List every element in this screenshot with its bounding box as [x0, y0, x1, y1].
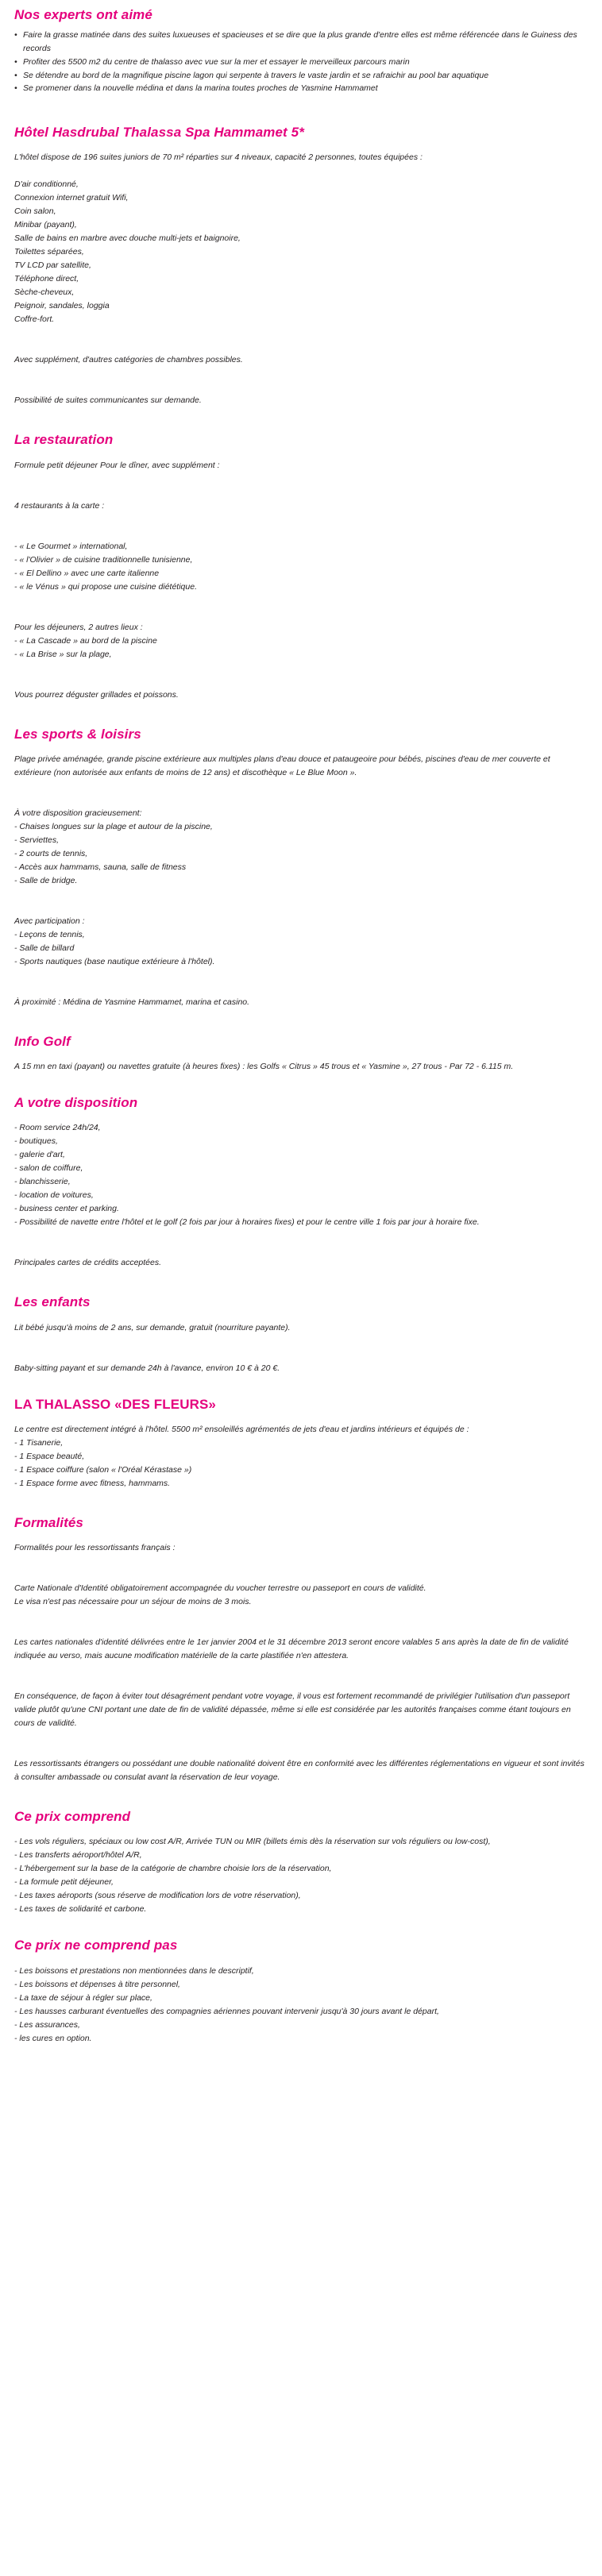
paragraph: - « Le Gourmet » international, [14, 541, 128, 551]
paragraph: - 1 Espace forme avec fitness, hammams. [14, 1478, 171, 1488]
paragraph: 4 restaurants à la carte : [14, 500, 105, 511]
paragraph: Le visa n'est pas nécessaire pour un séjour de moins de 3 mois. [14, 1597, 252, 1607]
section-thalasso [14, 1396, 588, 1490]
section-restauration [14, 431, 588, 701]
paragraph: Possibilité de suites communicantes sur demande. [14, 395, 202, 406]
paragraph [14, 1676, 588, 1690]
list-item: • Faire la grasse matinée dans des suites luxueuses et spacieuses et se dire que la plus grande d'entre elles est même référencée dans le Guiness des records [14, 29, 588, 56]
section-heading: Hôtel Hasdrubal Thalassa Spa Hammamet 5* [14, 125, 304, 141]
paragraph: - 1 Tisanerie, [14, 1437, 64, 1448]
paragraph: - Les taxes de solidarité et carbone. [14, 1904, 147, 1915]
enfants-paragraphs [14, 1321, 588, 1375]
paragraph [14, 1335, 588, 1348]
paragraph: - galerie d'art, [14, 1150, 65, 1160]
section-heading: A votre disposition [14, 1095, 138, 1111]
paragraph [14, 1229, 588, 1243]
paragraph [14, 1348, 588, 1362]
paragraph: - location de voitures, [14, 1190, 94, 1201]
paragraph [14, 607, 588, 621]
formalites-paragraphs [14, 1541, 588, 1784]
paragraph [14, 969, 588, 982]
paragraph [14, 780, 588, 793]
section-enfants [14, 1294, 588, 1375]
paragraph [14, 380, 588, 394]
paragraph: - Serviettes, [14, 835, 60, 845]
list-item: • Se promener dans la nouvelle médina et dans la marina toutes proches de Yasmine Hammamet [14, 82, 588, 95]
section-nos-experts [14, 6, 588, 95]
paragraph: - « La Brise » sur la plage, [14, 649, 112, 659]
paragraph [14, 326, 588, 340]
paragraph: - « l'Olivier » de cuisine traditionnelle tunisienne, [14, 554, 193, 565]
list-item: • Profiter des 5500 m2 du centre de thalasso avec vue sur la mer et essayer le merveilleux parcours marin [14, 56, 588, 69]
paragraph: - Sports nautiques (base nautique extérieure à l'hôtel). [14, 956, 215, 966]
paragraph: - Les boissons et dépenses à titre personnel, [14, 1979, 180, 1989]
paragraph: À proximité : Médina de Yasmine Hammamet, marina et casino. [14, 997, 250, 1007]
paragraph: Plage privée aménagée, grande piscine extérieure aux multiples plans d'eau douce et pataugeoire pour bébés, piscines d'eau de mer couverte et extérieure (non autorisée aux enfants de moins de 12 ans) et discothèque « Le Blue Moon ». [14, 754, 550, 777]
section-prix-ne-comprend-pas [14, 1937, 588, 2045]
paragraph: Coffre-fort. [14, 314, 55, 325]
paragraph: - Possibilité de navette entre l'hôtel et le golf (2 fois par jour à horaires fixes) et pour le centre ville 1 fois par jour à horaire fixe. [14, 1217, 480, 1228]
paragraph: Vous pourrez déguster grillades et poissons. [14, 689, 179, 700]
paragraph: En conséquence, de façon à éviter tout désagrément pendant votre voyage, il vous est fortement recommandé de privilégier l'utilisation d'un passeport valide plutôt qu'une CNI portant une date de fin de validité dépassée, même si elle est considérée par les autorités françaises comme étant toujours en cours de validité. [14, 1691, 571, 1729]
paragraph [14, 1568, 588, 1582]
paragraph: Principales cartes de crédits acceptées. [14, 1258, 162, 1268]
paragraph: - Les boissons et prestations non mentionnées dans le descriptif, [14, 1965, 254, 1976]
paragraph: - boutiques, [14, 1136, 58, 1147]
section-sports-loisirs [14, 726, 588, 1009]
paragraph [14, 1730, 588, 1744]
paragraph [14, 1663, 588, 1676]
paragraph [14, 513, 588, 526]
paragraph: - Chaises longues sur la plage et autour de la piscine, [14, 821, 213, 831]
paragraph: - business center et parking. [14, 1204, 119, 1214]
paragraph: Sèche-cheveux, [14, 287, 75, 298]
section-a-votre-disposition [14, 1094, 588, 1270]
section-heading: Les enfants [14, 1294, 91, 1310]
section-heading: Les sports & loisirs [14, 726, 141, 742]
disposition-paragraphs [14, 1121, 588, 1270]
paragraph: TV LCD par satellite, [14, 260, 91, 271]
paragraph [14, 1622, 588, 1636]
paragraph: À votre disposition gracieusement: [14, 808, 142, 818]
paragraph: - Les taxes aéroports (sous réserve de modification lors de votre réservation), [14, 1891, 301, 1901]
paragraph: Formule petit déjeuner Pour le dîner, avec supplément : [14, 460, 220, 470]
experts-bullet-list [14, 29, 588, 95]
paragraph [14, 367, 588, 380]
paragraph [14, 594, 588, 607]
paragraph: - Accès aux hammams, sauna, salle de fitness [14, 862, 187, 872]
paragraph: Minibar (payant), [14, 220, 77, 230]
paragraph [14, 340, 588, 353]
paragraph [14, 486, 588, 499]
prix-ne-comprend-pas-paragraphs [14, 1965, 588, 2046]
section-info-golf [14, 1033, 588, 1074]
paragraph: D'air conditionné, [14, 179, 79, 190]
paragraph: - Les assurances, [14, 2019, 80, 2030]
paragraph: - « le Vénus » qui propose une cuisine diététique. [14, 581, 197, 592]
paragraph: L'hôtel dispose de 196 suites juniors de 70 m² réparties sur 4 niveaux, capacité 2 personnes, toutes équipées : [14, 152, 423, 163]
paragraph: - La taxe de séjour à régler sur place, [14, 1992, 152, 2003]
section-heading: La restauration [14, 432, 114, 448]
paragraph: Formalités pour les ressortissants français : [14, 1543, 176, 1553]
section-heading: Formalités [14, 1514, 83, 1530]
prix-comprend-paragraphs [14, 1835, 588, 1916]
paragraph: - L'hébergement sur la base de la catégorie de chambre choisie lors de la réservation, [14, 1864, 332, 1874]
paragraph [14, 1243, 588, 1256]
paragraph: - les cures en option. [14, 2033, 92, 2043]
paragraph [14, 1609, 588, 1622]
paragraph: - Les hausses carburant éventuelles des compagnies aériennes pouvant intervenir jusqu'à 30 jours avant le départ, [14, 2006, 439, 2016]
paragraph: - 1 Espace coiffure (salon « l'Oréal Kérastase ») [14, 1464, 192, 1475]
paragraph [14, 982, 588, 996]
paragraph [14, 793, 588, 807]
paragraph: - Salle de billard [14, 943, 75, 953]
hotel-paragraphs [14, 151, 588, 407]
paragraph: Baby-sitting payant et sur demande 24h à l'avance, environ 10 € à 20 €. [14, 1363, 280, 1373]
restauration-paragraphs [14, 459, 588, 702]
paragraph: - Leçons de tennis, [14, 929, 85, 939]
paragraph [14, 472, 588, 486]
paragraph: Peignoir, sandales, loggia [14, 301, 110, 311]
paragraph [14, 164, 588, 178]
paragraph: - 2 courts de tennis, [14, 848, 88, 858]
paragraph: Avec supplément, d'autres catégories de chambres possibles. [14, 355, 243, 365]
paragraph: - salon de coiffure, [14, 1163, 83, 1174]
section-heading: Ce prix ne comprend pas [14, 1938, 178, 1953]
paragraph: - blanchisserie, [14, 1177, 71, 1187]
paragraph: Le centre est directement intégré à l'hôtel. 5500 m² ensoleillés agrémentés de jets d'eau et jardins intérieurs et équipés de : [14, 1424, 469, 1434]
section-heading: Info Golf [14, 1033, 71, 1049]
paragraph: Lit bébé jusqu'à moins de 2 ans, sur demande, gratuit (nourriture payante). [14, 1322, 291, 1332]
paragraph [14, 888, 588, 901]
paragraph [14, 661, 588, 675]
paragraph: - La formule petit déjeuner, [14, 1877, 114, 1888]
paragraph [14, 526, 588, 540]
paragraph: Les cartes nationales d'identité délivrées entre le 1er janvier 2004 et le 31 décembre 2013 seront encore valables 5 ans après la date de fin de validité indiquée au verso, mais aucune modification matérielle de la carte plastifiée n'en attestera. [14, 1637, 569, 1661]
list-item: • Se détendre au bord de la magnifique piscine lagon qui serpente à travers le vaste jardin et se rafraichir au pool bar aquatique [14, 69, 588, 83]
paragraph: Avec participation : [14, 916, 85, 926]
paragraph: - Les transferts aéroport/hôtel A/R, [14, 1850, 142, 1861]
paragraph: - « El Dellino » avec une carte italienne [14, 568, 160, 578]
section-formalites [14, 1514, 588, 1784]
section-prix-comprend [14, 1808, 588, 1916]
paragraph: Connexion internet gratuit Wifi, [14, 193, 129, 203]
paragraph: Salle de bains en marbre avec douche multi-jets et baignoire, [14, 233, 241, 244]
paragraph [14, 675, 588, 688]
paragraph: Les ressortissants étrangers ou possédant une double nationalité doivent être en conformité avec les différentes réglementations en vigueur et sont invités à consulter ambassade ou consulat avant la réservation de leur voyage. [14, 1759, 585, 1783]
paragraph: - Salle de bridge. [14, 875, 78, 885]
section-heading: Nos experts ont aimé [14, 7, 152, 22]
paragraph: Coin salon, [14, 206, 56, 217]
paragraph: Pour les déjeuners, 2 autres lieux : [14, 622, 143, 632]
paragraph: A 15 mn en taxi (payant) ou navettes gratuite (à heures fixes) : les Golfs « Citrus » 45 trous et « Yasmine », 27 trous - Par 72 - 6.115 m. [14, 1062, 514, 1072]
paragraph: - « La Cascade » au bord de la piscine [14, 635, 157, 646]
section-hotel [14, 124, 588, 407]
paragraph: Toilettes séparées, [14, 247, 84, 257]
section-heading: Ce prix comprend [14, 1809, 131, 1825]
paragraph: Téléphone direct, [14, 274, 79, 284]
paragraph: - Les vols réguliers, spéciaux ou low cost A/R, Arrivée TUN ou MIR (billets émis dès la réservation sur vols réguliers ou low-cost), [14, 1837, 491, 1847]
paragraph [14, 1744, 588, 1757]
paragraph: - Room service 24h/24, [14, 1123, 101, 1133]
thalasso-paragraphs [14, 1423, 588, 1490]
paragraph [14, 901, 588, 915]
paragraph: - 1 Espace beauté, [14, 1451, 85, 1461]
paragraph: Carte Nationale d'Identité obligatoirement accompagnée du voucher terrestre ou passeport en cours de validité. [14, 1583, 426, 1594]
paragraph [14, 1555, 588, 1568]
sports-paragraphs [14, 753, 588, 1009]
section-heading: LA THALASSO «DES FLEURS» [14, 1396, 216, 1412]
